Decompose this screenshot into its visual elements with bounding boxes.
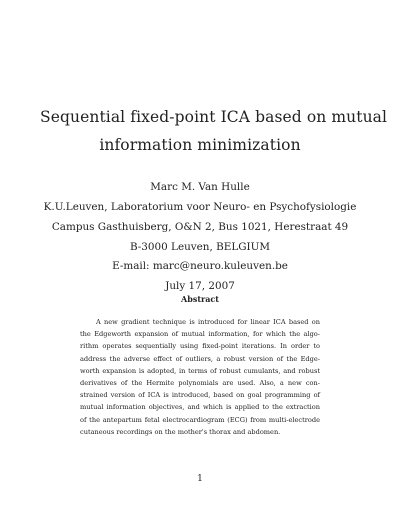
abstract-line: rithm operates sequentially using fixed-point iterations. In order to: [80, 342, 320, 351]
affiliation-line-1: K.U.Leuven, Laboratorium voor Neuro- en Psychofysiologie: [43, 201, 357, 213]
abstract-line: cutaneous recordings on the mother's thorax and abdomen.: [80, 427, 281, 436]
affiliation-line-3: B-3000 Leuven, BELGIUM: [129, 241, 271, 253]
abstract-line: strained version of ICA is introduced, based on goal programming of: [80, 391, 320, 400]
affiliation-line-2: Campus Gasthuisberg, O&N 2, Bus 1021, Herestraat 49: [51, 221, 349, 233]
abstract-body: [80, 316, 320, 438]
abstract-heading: Abstract: [181, 294, 219, 304]
abstract-line: A new gradient technique is introduced for linear ICA based on: [96, 318, 320, 326]
paper-date: July 17, 2007: [165, 280, 235, 292]
page-number: 1: [197, 474, 203, 484]
abstract-line: of the antepartum fetal electrocardiogram (ECG) from multi-electrode: [80, 415, 320, 424]
abstract-line: worth expansion is adopted, in terms of robust cumulants, and robust: [80, 366, 320, 375]
abstract-line: derivatives of the Hermite polynomials are used. Also, a new con-: [80, 379, 320, 388]
title-line-1: Sequential fixed-point ICA based on mutual: [40, 108, 388, 126]
abstract-line: the Edgeworth expansion of mutual information, for which the algo-: [80, 330, 320, 339]
paper-title: [40, 103, 388, 159]
abstract-line: mutual information objectives, and which is applied to the extraction: [80, 403, 320, 412]
abstract-line: address the adverse effect of outliers, a robust version of the Edge-: [80, 354, 320, 363]
author-name: Marc M. Van Hulle: [150, 181, 250, 193]
title-line-2: information minimization: [99, 136, 301, 154]
author-email: E-mail: marc@neuro.kuleuven.be: [112, 260, 288, 272]
